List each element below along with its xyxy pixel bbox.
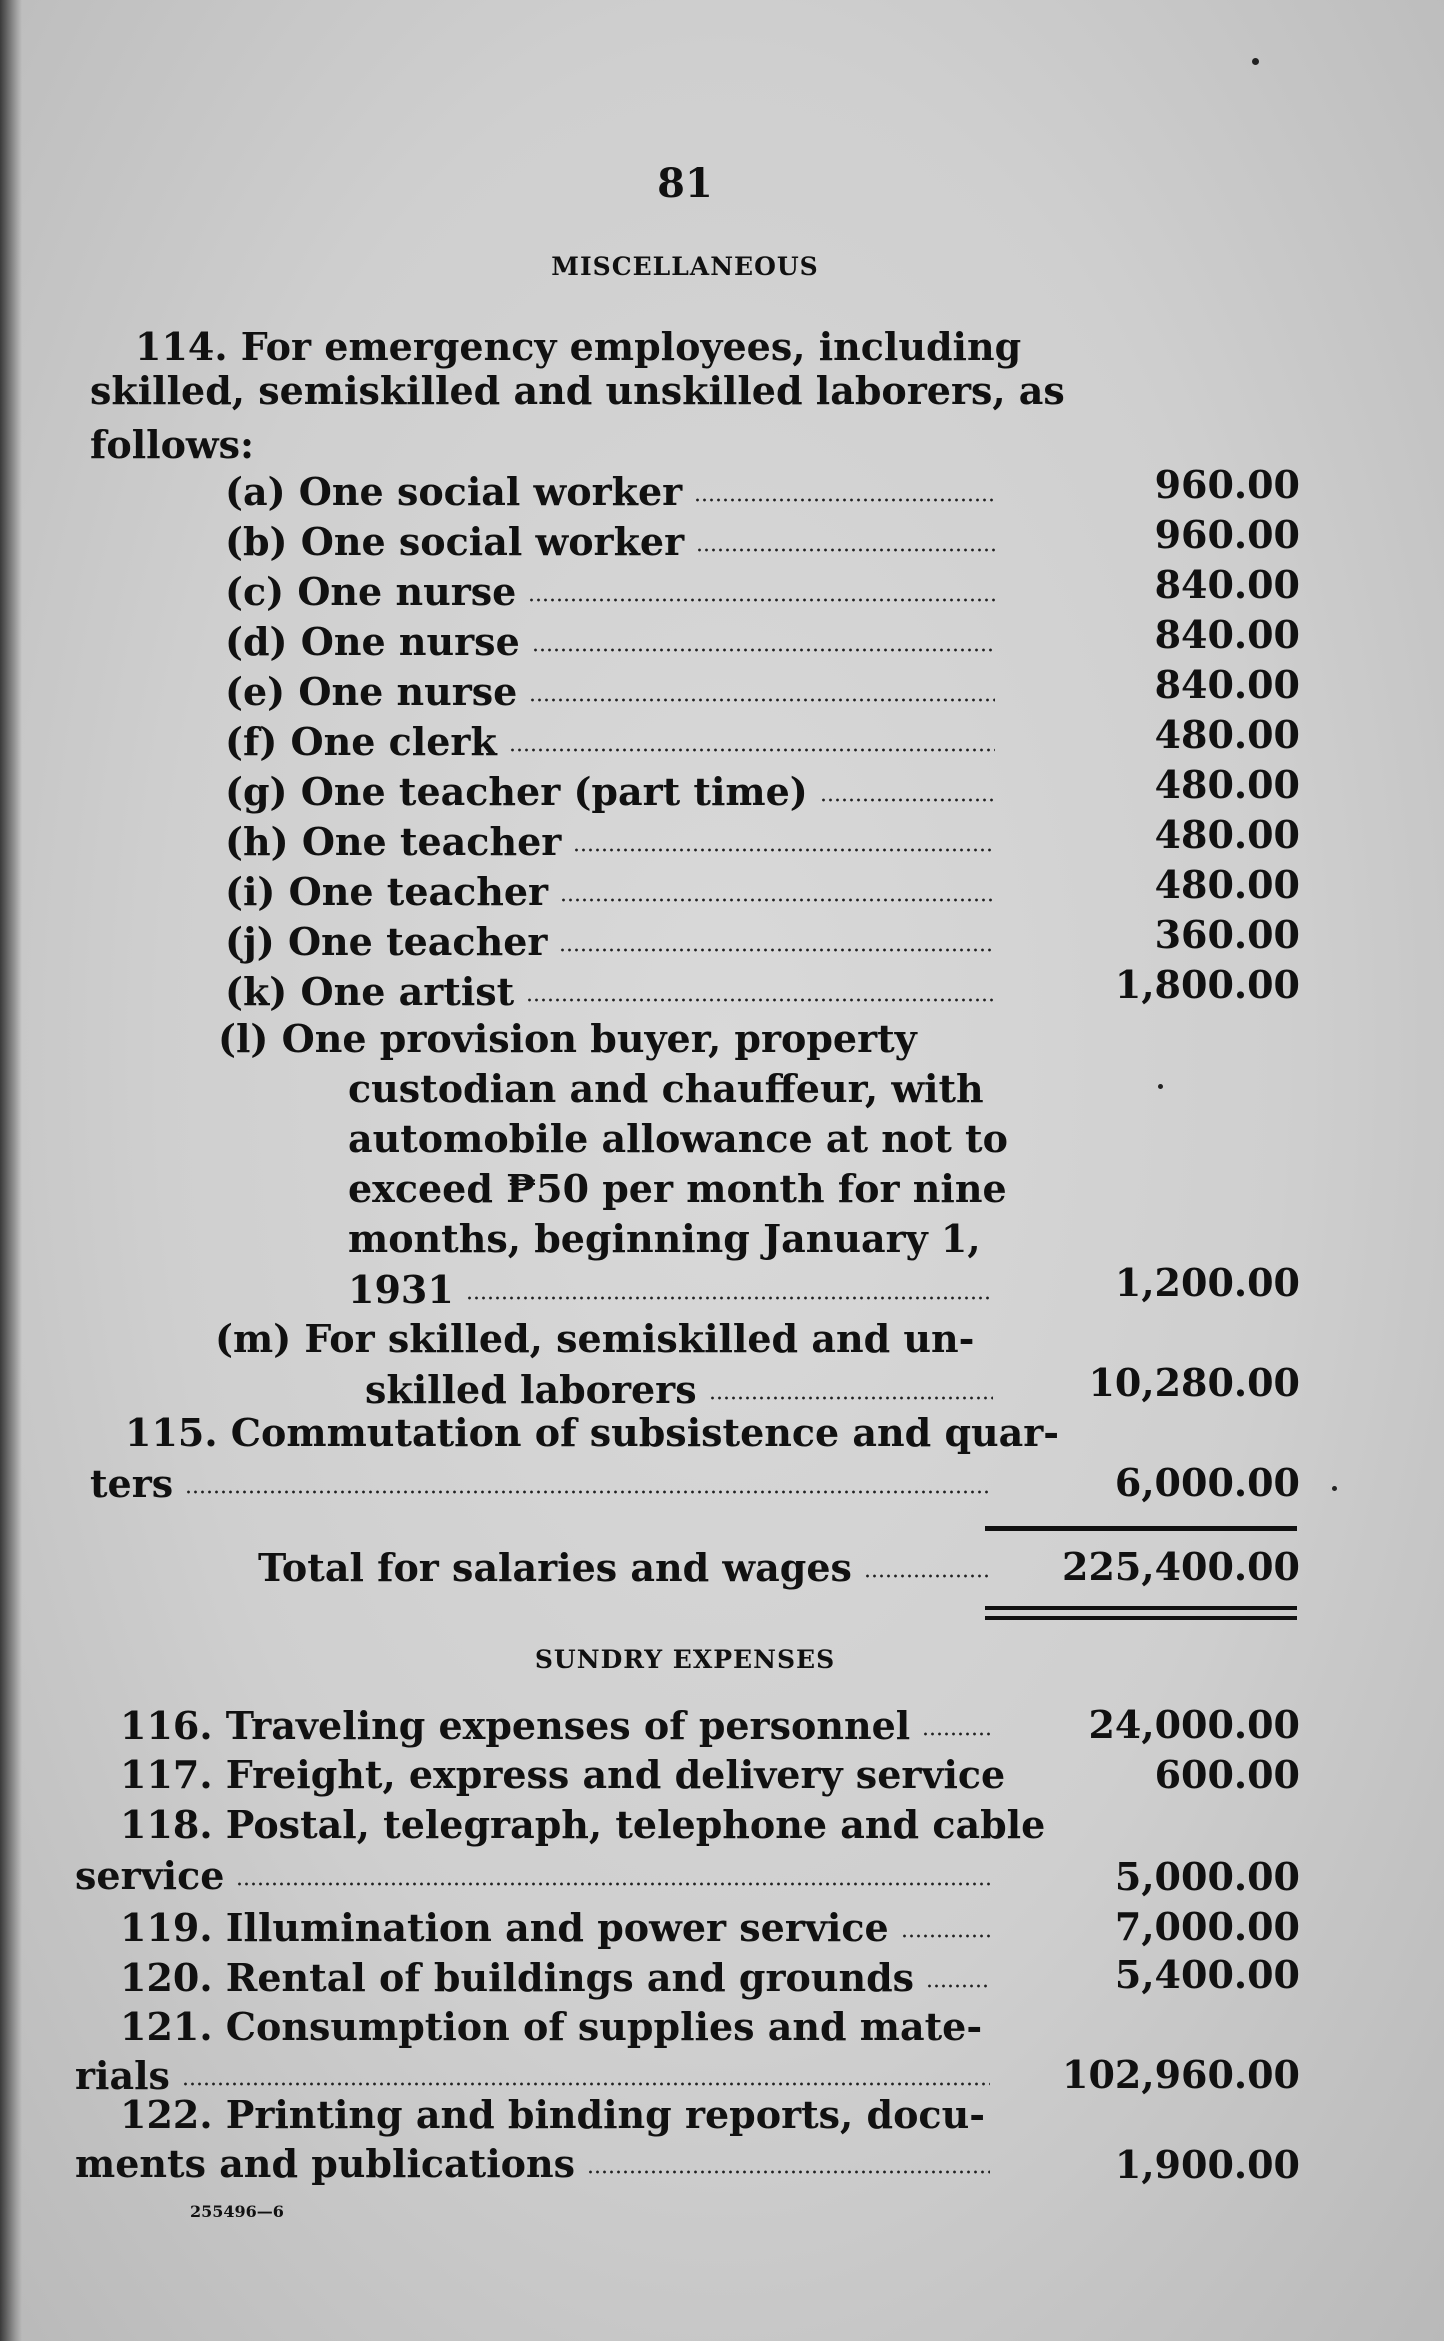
item-116-label: 116. Traveling expenses of personnel <box>120 1702 911 1748</box>
leader-dots <box>185 1490 990 1494</box>
subitem-f-amount: 480.00 <box>1154 712 1300 757</box>
subitem-c <box>225 566 995 616</box>
item-117-label: 117. Freight, express and delivery service <box>120 1752 1006 1797</box>
item-116-amount: 24,000.00 <box>1088 1702 1300 1747</box>
item-122-line-1: 122. Printing and binding reports, docu- <box>120 2092 985 2137</box>
leader-dots <box>573 848 995 852</box>
leader-dots <box>236 1882 990 1886</box>
total-amount: 225,400.00 <box>1062 1544 1300 1589</box>
subitem-j <box>225 916 995 966</box>
item-118-label: service <box>75 1852 225 1898</box>
subitem-m-line-2 <box>365 1364 993 1414</box>
subitem-a <box>225 466 995 516</box>
scan-speck <box>1332 1486 1337 1491</box>
item-122-amount: 1,900.00 <box>1114 2142 1300 2187</box>
item-119-amount: 7,000.00 <box>1114 1904 1300 1949</box>
item-115-amount: 6,000.00 <box>1114 1460 1300 1505</box>
total-row <box>258 1542 991 1592</box>
section-title-miscellaneous: MISCELLANEOUS <box>551 252 819 281</box>
page-number: 81 <box>657 160 713 207</box>
subitem-m-amount: 10,280.00 <box>1088 1360 1300 1405</box>
subitem-d-label: (d) One nurse <box>225 618 520 664</box>
subitem-m-line-1: (m) For skilled, semiskilled and un- <box>215 1316 975 1361</box>
subitem-i-label: (i) One teacher <box>225 868 549 914</box>
item-119-label: 119. Illumination and power service <box>120 1904 889 1950</box>
subitem-h-amount: 480.00 <box>1154 812 1300 857</box>
printer-code: 255496—6 <box>190 2202 284 2221</box>
subitem-h-label: (h) One teacher <box>225 818 562 864</box>
item-120-label: 120. Rental of buildings and grounds <box>120 1954 915 2000</box>
subitem-g <box>225 766 995 816</box>
leader-dots <box>560 898 995 902</box>
subitem-k <box>225 966 995 1016</box>
subitem-k-label: (k) One artist <box>225 968 515 1014</box>
item-117-amount: 600.00 <box>1154 1752 1300 1797</box>
item-116 <box>120 1700 990 1750</box>
subitem-c-amount: 840.00 <box>1154 562 1300 607</box>
item-118-line-1: 118. Postal, telegraph, telephone and cable <box>120 1802 1046 1847</box>
page-binding-edge <box>0 0 22 2341</box>
subitem-j-label: (j) One teacher <box>225 918 548 964</box>
subitem-l-year: 1931 <box>348 1266 454 1312</box>
subitem-i <box>225 866 995 916</box>
leader-dots <box>509 748 995 752</box>
item-121-amount: 102,960.00 <box>1062 2052 1300 2097</box>
subitem-f-label: (f) One clerk <box>225 718 497 764</box>
subitem-d-amount: 840.00 <box>1154 612 1300 657</box>
leader-dots <box>587 2170 990 2174</box>
subitem-b <box>225 516 995 566</box>
item-121-line-1: 121. Consumption of supplies and mate- <box>120 2004 983 2049</box>
subitem-e <box>225 666 995 716</box>
subitem-l-line-4: exceed ₱50 per month for nine <box>348 1166 1007 1211</box>
item-114-line-3: follows: <box>90 422 255 467</box>
subitem-j-amount: 360.00 <box>1154 912 1300 957</box>
double-rule-top <box>985 1606 1297 1610</box>
subitem-a-label: (a) One social worker <box>225 468 683 514</box>
subitem-l-line-1: (l) One provision buyer, property <box>218 1016 917 1061</box>
subitem-l-amount: 1,200.00 <box>1114 1260 1300 1305</box>
item-119 <box>120 1902 990 1952</box>
scan-speck <box>1252 58 1259 65</box>
item-118-amount: 5,000.00 <box>1114 1854 1300 1899</box>
item-115-label: ters <box>90 1460 174 1506</box>
subitem-c-label: (c) One nurse <box>225 568 517 614</box>
item-120 <box>120 1952 990 2002</box>
subitem-b-amount: 960.00 <box>1154 512 1300 557</box>
subitem-g-amount: 480.00 <box>1154 762 1300 807</box>
leader-dots <box>559 948 995 952</box>
item-114-line-2: skilled, semiskilled and unskilled laborers, as <box>90 368 1065 413</box>
item-121-label: rials <box>75 2052 170 2098</box>
leader-dots <box>182 2082 990 2086</box>
leader-dots <box>466 1296 993 1300</box>
subitem-i-amount: 480.00 <box>1154 862 1300 907</box>
subtotal-rule <box>985 1526 1297 1531</box>
subitem-m-label: skilled laborers <box>365 1366 697 1412</box>
subitem-b-label: (b) One social worker <box>225 518 685 564</box>
subitem-l-line-5: months, beginning January 1, <box>348 1216 981 1261</box>
double-rule-bottom <box>985 1616 1297 1620</box>
scan-speck <box>1158 1084 1163 1089</box>
leader-dots <box>532 648 995 652</box>
subitem-l-last-line <box>348 1264 993 1314</box>
subitem-l-line-2: custodian and chauffeur, with <box>348 1066 984 1111</box>
leader-dots <box>528 598 995 602</box>
subitem-g-label: (g) One teacher (part time) <box>225 768 808 814</box>
item-114-line-1: 114. For emergency employees, including <box>135 324 1022 369</box>
subitem-k-amount: 1,800.00 <box>1114 962 1300 1007</box>
subitem-l-line-3: automobile allowance at not to <box>348 1116 1008 1161</box>
leader-dots <box>529 698 995 702</box>
section-title-sundry-expenses: SUNDRY EXPENSES <box>534 1645 836 1674</box>
subitem-h <box>225 816 995 866</box>
total-label: Total for salaries and wages <box>258 1544 852 1590</box>
subitem-a-amount: 960.00 <box>1154 462 1300 507</box>
subitem-e-amount: 840.00 <box>1154 662 1300 707</box>
subitem-f <box>225 716 995 766</box>
leader-dots <box>526 998 995 1002</box>
item-122-line-2 <box>75 2138 990 2188</box>
item-120-amount: 5,400.00 <box>1114 1952 1300 1997</box>
subitem-d <box>225 616 995 666</box>
item-115-line-1: 115. Commutation of subsistence and quar- <box>125 1410 1060 1455</box>
subitem-e-label: (e) One nurse <box>225 668 518 714</box>
item-122-label: ments and publications <box>75 2140 575 2186</box>
item-115-line-2 <box>90 1458 990 1508</box>
item-118-line-2 <box>75 1850 990 1900</box>
